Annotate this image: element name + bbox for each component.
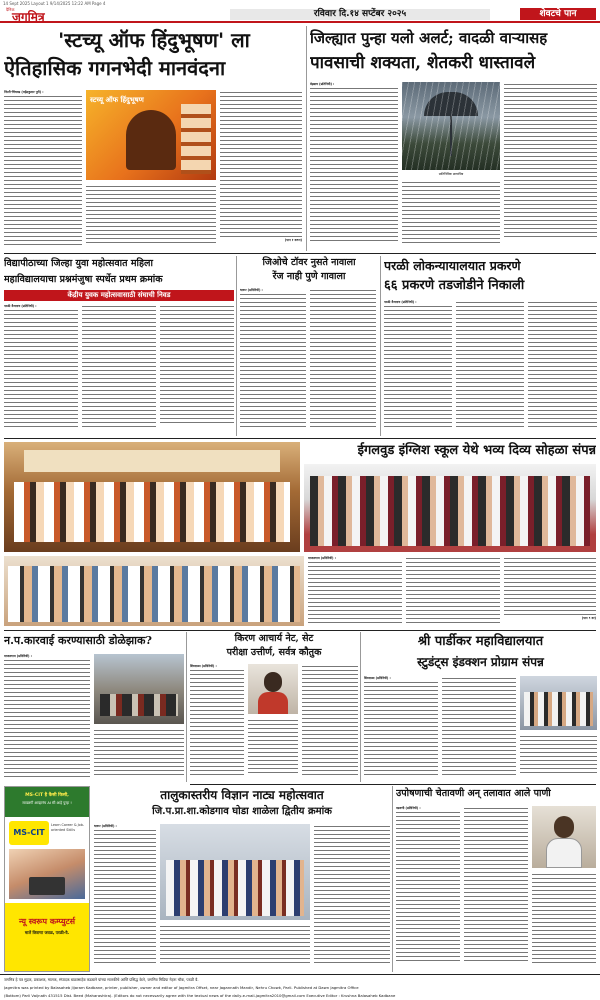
story9-dateline: सिरसाळा (प्रतिनिधी) : xyxy=(364,676,391,680)
story4-headline-line2: रेंज नाही पुणे गावाला xyxy=(272,271,346,282)
rain-streaks xyxy=(402,82,500,170)
story8-headline-line1: किरण आचार्य नेट, सेट xyxy=(234,633,314,644)
story6-body-col1 xyxy=(308,556,402,626)
story2-caption xyxy=(402,172,500,176)
story-yellow-alert xyxy=(310,26,597,251)
story2-headline-line2: पावसाची शक्यता, शेतकरी धास्तावले xyxy=(310,53,536,73)
story9-body-col3 xyxy=(520,734,597,780)
award-people-row xyxy=(310,476,590,546)
story9-body-col2 xyxy=(442,676,516,780)
ad-shop-box xyxy=(5,903,89,971)
story5-dateline: परळी वैजनाथ (प्रतिनिधी) : xyxy=(384,300,417,304)
ad-brand-text: MS-CIT xyxy=(13,828,45,837)
footer-line1: जगमित्र हे पत्र मुद्रक, प्रकाशक, मालक, संपादक बाळासाहेब कडबाने यांच्या मालकीचे आणि प्रसिद्ध केले, जगमित्र मिडिया नेहरू चौक, परळी वै. xyxy=(4,977,199,982)
story6-photo-award xyxy=(304,464,596,552)
story-jio-tower xyxy=(240,256,378,436)
story-eaglewood-school xyxy=(4,440,596,628)
audience-row xyxy=(8,566,300,622)
ad-learn-line: Learn Career & Job-oriented Skills xyxy=(51,823,85,832)
story1-headline-line1: 'स्टच्यू ऑफ हिंदुभूषण' ला xyxy=(58,28,250,52)
ad-shop-line1: न्यू स्वरूप कम्प्युटर्स xyxy=(18,917,76,926)
story3-body-col3 xyxy=(160,304,234,434)
story2-body-col2 xyxy=(402,180,500,248)
laptop-shape xyxy=(29,877,65,895)
story4-body-col2 xyxy=(310,288,376,434)
story3-headline-line2: महाविद्यालयाचा प्रश्नमंजुषा स्पर्धेत प्रथम क्रमांक xyxy=(4,274,163,285)
poster-people-row xyxy=(181,104,211,174)
story8-body-col1 xyxy=(190,664,244,780)
story8-body-col3 xyxy=(302,664,358,780)
story3-body-col1 xyxy=(4,304,78,434)
portrait-head xyxy=(554,816,574,838)
story1-continued: (पान १ वरून) xyxy=(284,238,302,242)
stage-banner xyxy=(24,450,280,472)
story2-photo-caption: प्रातिनिधिक छायाचित्र xyxy=(438,172,464,176)
story7-headline: न.प.कारवाई करण्यासाठी डोळेझाक? xyxy=(4,634,152,647)
story2-rain-photo xyxy=(402,82,500,170)
stage-guests-row xyxy=(14,482,290,542)
story1-body-col2 xyxy=(86,184,216,248)
story-science-drama-festival xyxy=(94,786,390,972)
newspaper-logo: जगमित्र xyxy=(12,10,45,24)
story5-body-col1 xyxy=(384,300,452,434)
date-line: रविवार दि.१४ सप्टेंबर २०२५ xyxy=(230,9,490,20)
group-people-row xyxy=(166,860,304,916)
ad-brand-logo xyxy=(9,821,49,845)
ad-students-photo xyxy=(9,849,85,899)
story6-photo-audience xyxy=(4,556,304,626)
poster-title: स्टच्यू ऑफ हिंदुभूषण xyxy=(90,96,144,104)
footer-line2: Jagmitra was printed by Balasaheb Jijaram Kadbane, printer, publisher, owner and editor of Jagmitra Offset, near Jagannath Mandir, Nehru Chowk, Parli. Published at Dawn Jagmitra Office xyxy=(4,985,359,990)
story9-headline-line2: स्टुडंट्स इंडक्शन प्रोग्राम संपन्न xyxy=(417,655,544,669)
story9-event-photo xyxy=(520,676,597,730)
story6-continued: (पान ९ वर) xyxy=(581,616,596,620)
story-kiran-acharya xyxy=(190,632,358,782)
story9-body-col1 xyxy=(364,676,438,780)
ad-top-line1: MS-CIT है कैसी किसी, xyxy=(25,793,69,798)
story9-headline-line1: श्री पार्डीकर महाविद्यालयात xyxy=(417,634,544,649)
story1-body-col1 xyxy=(4,90,82,248)
story8-headline-line2: परीक्षा उत्तीर्ण, सर्वत्र कौतुक xyxy=(226,647,322,658)
street-vehicles xyxy=(100,694,178,716)
story6-dateline: माजलगाव (प्रतिनिधी) : xyxy=(308,556,336,560)
story3-dateline: परळी वैजनाथ (प्रतिनिधी) : xyxy=(4,304,37,308)
story3-headline-line1: विद्यापीठाच्या जिल्हा युवा महोत्सवात महिला xyxy=(4,258,153,269)
story10-headline-line2: जि.प.प्रा.शा.कोडगाव घोडा शाळेला द्वितीय क्रमांक xyxy=(152,806,332,817)
portrait-body xyxy=(546,838,582,868)
story8-dateline: शिरसाळा (प्रतिनिधी) : xyxy=(190,664,217,668)
story10-group-photo xyxy=(160,824,310,920)
story2-headline-line1: जिल्ह्यात पुन्हा यलो अलर्ट; वादळी वाऱ्यासह xyxy=(310,29,548,47)
print-slug: 14 Sept 2025 Layout 1 9/14/2025 12:22 AM Page 4 xyxy=(3,1,106,6)
story10-body-col1 xyxy=(94,824,156,970)
advertisement-ms-cit xyxy=(4,786,90,972)
story11-portrait xyxy=(532,806,596,868)
story8-body-col2 xyxy=(248,718,298,780)
story6-headline: ईगलवुड इंग्लिश स्कूल येथे भव्य दिव्य सोहळा संपन्न xyxy=(357,443,596,458)
story-hunger-strike-lake xyxy=(396,786,597,972)
imprint-footer xyxy=(0,974,600,1000)
story10-body-col2 xyxy=(160,924,310,970)
story-pardikar-college xyxy=(364,632,597,782)
story11-body-col2 xyxy=(464,806,528,970)
poster-figure xyxy=(126,110,176,170)
story-youth-festival-quiz xyxy=(4,256,234,436)
story6-body-col2 xyxy=(406,556,500,626)
story10-dateline: धारूर (प्रतिनिधी) : xyxy=(94,824,117,828)
story11-headline: उपोषणाची चेतावणी अन् तलावात आले पाणी xyxy=(396,788,551,799)
logo-small: दैनिक xyxy=(6,7,15,12)
story10-headline-line1: तालुकास्तरीय विज्ञान नाट्य महोत्सवात xyxy=(160,788,324,802)
story10-body-col3 xyxy=(314,824,390,970)
story2-body-col1 xyxy=(310,82,398,248)
story-statue-hindubhushan xyxy=(4,26,304,251)
story3-subhead: केंद्रीय युवक महोत्सवासाठी संघाची निवड xyxy=(4,290,234,301)
event-people-row xyxy=(524,692,593,726)
story7-dateline: माजलगाव (प्रतिनिधी) : xyxy=(4,654,32,658)
ad-top-banner xyxy=(5,787,89,817)
story1-dateline: पिंपरी-चिंचवड (महेंद्रकुमार पुरी) : xyxy=(4,90,44,94)
story11-body-col3 xyxy=(532,872,596,970)
ad-top-line2: सावळगी आव्हानंच AI सी आहे पुन्हा ! xyxy=(22,801,72,805)
story-municipal-action xyxy=(4,632,184,782)
ad-shop-line2: मालें किराणा जवळ, परळी-वै. xyxy=(24,930,70,935)
story11-body-col1 xyxy=(396,806,460,970)
story2-dateline: बेड़ग्राम (प्रतिनिधी) : xyxy=(310,82,335,86)
story6-body-col3 xyxy=(504,556,596,626)
story11-dateline: वडवणी (प्रतिनिधी) : xyxy=(396,806,421,810)
story-lok-adalat xyxy=(384,256,597,436)
masthead xyxy=(0,7,600,23)
story7-body-col1 xyxy=(4,654,90,780)
story4-headline-line1: जिओचे टॉवर नुसते नावाला xyxy=(262,257,356,268)
story7-street-photo xyxy=(94,654,184,724)
story2-body-col3 xyxy=(504,82,597,248)
portrait-body xyxy=(258,692,288,714)
story5-body-col3 xyxy=(528,300,597,434)
story5-headline-line2: ६६ प्रकरणे तडजोडीने निकाली xyxy=(384,278,525,293)
story4-body-col1 xyxy=(240,288,306,434)
story1-headline-line2: ऐतिहासिक गगनभेदी मानवंदना xyxy=(4,56,226,80)
story1-body-col3 xyxy=(220,90,302,248)
story3-body-col2 xyxy=(82,304,156,434)
story8-portrait xyxy=(248,664,298,714)
story7-body-col2 xyxy=(94,728,184,780)
story6-photo-stage xyxy=(4,442,300,552)
footer-line3: (Bottom) Parli Vaijnath 431515 Dist. Beed (Maharashtra). (Editors do not necessarily agree with the textual news of the daily-e-mail-jagmitra2010@gmail.com Executive Editor : Krushna Balasaheb Kadbane xyxy=(4,993,396,998)
portrait-head xyxy=(264,672,282,692)
story5-body-col2 xyxy=(456,300,524,434)
section-badge: शेवटचे पान xyxy=(520,8,596,20)
story4-dateline: धारूर (प्रतिनिधी) : xyxy=(240,288,263,292)
story5-headline-line1: परळी लोकन्यायालयात प्रकरणे xyxy=(384,258,521,273)
story1-poster xyxy=(86,90,216,180)
